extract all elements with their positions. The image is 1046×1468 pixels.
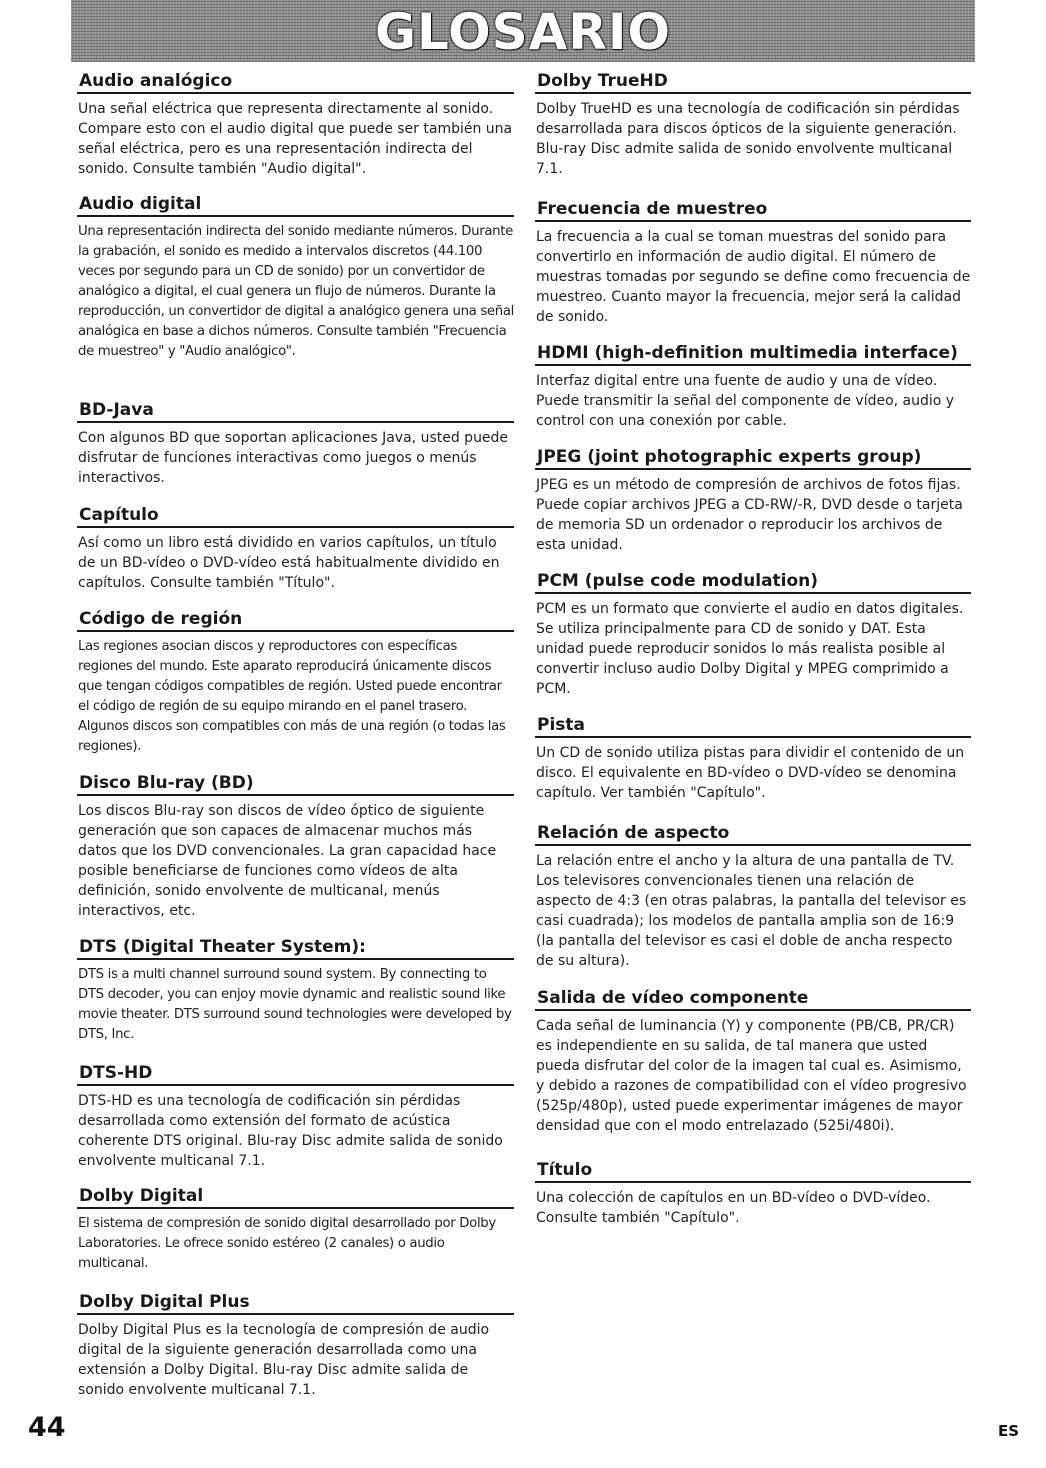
entry-definition: PCM es un formato que convierte el audio en datos digitales. Se utiliza principalmente para CD de sonido y DAT. Esta unidad puede reproducir sonidos lo más realista posible al convertir incluso audio Dolby Digital y MPEG comprimido a PCM.	[536, 601, 964, 697]
entry-term: PCM (pulse code modulation)	[535, 570, 971, 594]
entry-definition: Una señal eléctrica que representa directamente al sonido. Compare esto con el audio digital que puede ser también una señal eléctrica, pero es una representación indirecta del sonido. Consulte también "Audio digital".	[78, 101, 513, 177]
glossary-entry	[77, 193, 514, 399]
entry-term: Código de región	[77, 608, 514, 632]
glossary-entry	[535, 714, 971, 822]
glossary-entry	[535, 446, 971, 570]
entry-definition: Las regiones asocian discos y reproductores con específicas regiones del mundo. Este aparato reproducirá únicamente discos que tengan códigos compatibles de región. Usted puede encontrar el código de región de su equipo mirando en el panel trasero. Algunos discos son compatibles con más de una región (o todas las regiones).	[78, 639, 506, 754]
glossary-column-right	[535, 70, 971, 1228]
entry-term: JPEG (joint photographic experts group)	[535, 446, 971, 470]
entry-definition: Dolby Digital Plus es la tecnología de compresión de audio digital de la siguiente generación desarrollada como una extensión a Dolby Digital. Blu-ray Disc admite salida de sonido envolvente multicanal 7.1.	[78, 1322, 490, 1398]
entry-term: Pista	[535, 714, 971, 738]
entry-term: Capítulo	[77, 504, 514, 528]
entry-term: Disco Blu-ray (BD)	[77, 772, 514, 796]
glossary-entry	[77, 1062, 514, 1185]
entry-definition: La relación entre el ancho y la altura de una pantalla de TV. Los televisores convencionales tienen una relación de aspecto de 4:3 (en otras palabras, la pantalla del televisor es casi cuadrada); los modelos de pantalla amplia son de 16:9 (la pantalla del televisor es casi el doble de ancha respecto de su altura).	[536, 853, 967, 969]
entry-definition: DTS is a multi channel surround sound system. By connecting to DTS decoder, you can enjoy movie dynamic and realistic sound like movie theater. DTS surround sound technologies were developed by DTS, Inc.	[78, 967, 512, 1042]
glossary-entry	[535, 822, 971, 987]
glossary-entry	[77, 504, 514, 608]
entry-term: HDMI (high-definition multimedia interface)	[535, 342, 971, 366]
entry-term: Audio digital	[77, 193, 514, 217]
entry-term: Dolby Digital Plus	[77, 1291, 514, 1315]
entry-definition: Cada señal de luminancia (Y) y componente (PB/CB, PR/CR) es independiente en su salida, de tal manera que usted pueda disfrutar del color de la imagen tal cual es. Asimismo, y debido a razones de compatibilidad con el vídeo progresivo (525p/480p), usted puede experimentar imágenes de mayor densidad que con el modo entrelazado (525i/480i).	[536, 1018, 967, 1134]
glossary-entry	[77, 1185, 514, 1291]
glossary-entry	[77, 1291, 514, 1400]
glossary-entry	[77, 608, 514, 772]
page-title: GLOSARIO	[375, 3, 671, 61]
entry-definition: La frecuencia a la cual se toman muestras del sonido para convertirlo en información de audio digital. El número de muestras tomadas por segundo se define como frecuencia de muestreo. Cuanto mayor la frecuencia, mejor será la calidad de sonido.	[536, 229, 971, 325]
entry-definition: DTS-HD es una tecnología de codificación sin pérdidas desarrollada como extensión del formato de acústica coherente DTS original. Blu-ray Disc admite salida de sonido envolvente multicanal 7.1.	[78, 1093, 503, 1169]
entry-definition: Con algunos BD que soportan aplicaciones Java, usted puede disfrutar de funciones interactivas como juegos o menús interactivos.	[78, 430, 509, 486]
glossary-column-left	[77, 70, 514, 1400]
entry-definition: Así como un libro está dividido en varios capítulos, un título de un BD-vídeo o DVD-vídeo está habitualmente dividido en capítulos. Consulte también "Título".	[78, 535, 500, 591]
language-code: ES	[998, 1422, 1020, 1440]
entry-term: Relación de aspecto	[535, 822, 971, 846]
entry-definition: JPEG es un método de compresión de archivos de fotos fijas. Puede copiar archivos JPEG a CD-RW/-R, DVD desde o tarjeta de memoria SD un ordenador o reproducir los archivos de esta unidad.	[536, 477, 963, 553]
entry-term: Título	[535, 1159, 971, 1183]
entry-definition: El sistema de compresión de sonido digital desarrollado por Dolby Laboratories. Le ofrece sonido estéreo (2 canales) o audio multicanal.	[78, 1216, 496, 1271]
glossary-entry	[77, 399, 514, 504]
entry-definition: Un CD de sonido utiliza pistas para dividir el contenido de un disco. El equivalente en BD-vídeo o DVD-vídeo se denomina capítulo. Ver también "Capítulo".	[536, 745, 965, 801]
entry-definition: Dolby TrueHD es una tecnología de codificación sin pérdidas desarrollada para discos ópticos de la siguiente generación. Blu-ray Disc admite salida de sonido envolvente multicanal 7.1.	[536, 101, 960, 177]
header-banner	[71, 0, 975, 62]
entry-definition: Interfaz digital entre una fuente de audio y una de vídeo. Puede transmitir la señal del componente de vídeo, audio y control con una conexión por cable.	[536, 373, 955, 429]
glossary-entry	[77, 70, 514, 193]
entry-term: DTS (Digital Theater System):	[77, 936, 514, 960]
glossary-entry	[535, 987, 971, 1159]
entry-definition: Los discos Blu-ray son discos de vídeo óptico de siguiente generación que son capaces de almacenar muchos más datos que los DVD convencionales. La gran capacidad hace posible beneficiarse de funciones como vídeos de alta definición, sonido envolvente de multicanal, menús interactivos, etc.	[78, 803, 497, 919]
entry-term: Dolby Digital	[77, 1185, 514, 1209]
entry-term: Dolby TrueHD	[535, 70, 971, 94]
glossary-entry	[77, 772, 514, 936]
glossary-entry	[535, 70, 971, 198]
glossary-entry	[535, 570, 971, 714]
entry-term: BD-Java	[77, 399, 514, 423]
entry-definition: Una representación indirecta del sonido mediante números. Durante la grabación, el sonido es medido a intervalos discretos (44.100 veces por segundo para un CD de sonido) por un convertidor de analógico a digital, el cual genera un flujo de números. Durante la reproducción, un convertidor de digital a analógico genera una señal analógica en base a dichos números. Consulte también "Frecuencia de muestreo" y "Audio analógico".	[78, 224, 514, 359]
glossary-entry	[77, 936, 514, 1062]
entry-term: Frecuencia de muestreo	[535, 198, 971, 222]
entry-definition: Una colección de capítulos en un BD-vídeo o DVD-vídeo. Consulte también "Capítulo".	[536, 1190, 931, 1226]
entry-term: DTS-HD	[77, 1062, 514, 1086]
entry-term: Audio analógico	[77, 70, 514, 94]
entry-term: Salida de vídeo componente	[535, 987, 971, 1011]
glossary-entry	[535, 198, 971, 342]
glossary-entry	[535, 342, 971, 446]
page-number: 44	[28, 1412, 66, 1443]
glossary-entry	[535, 1159, 971, 1228]
